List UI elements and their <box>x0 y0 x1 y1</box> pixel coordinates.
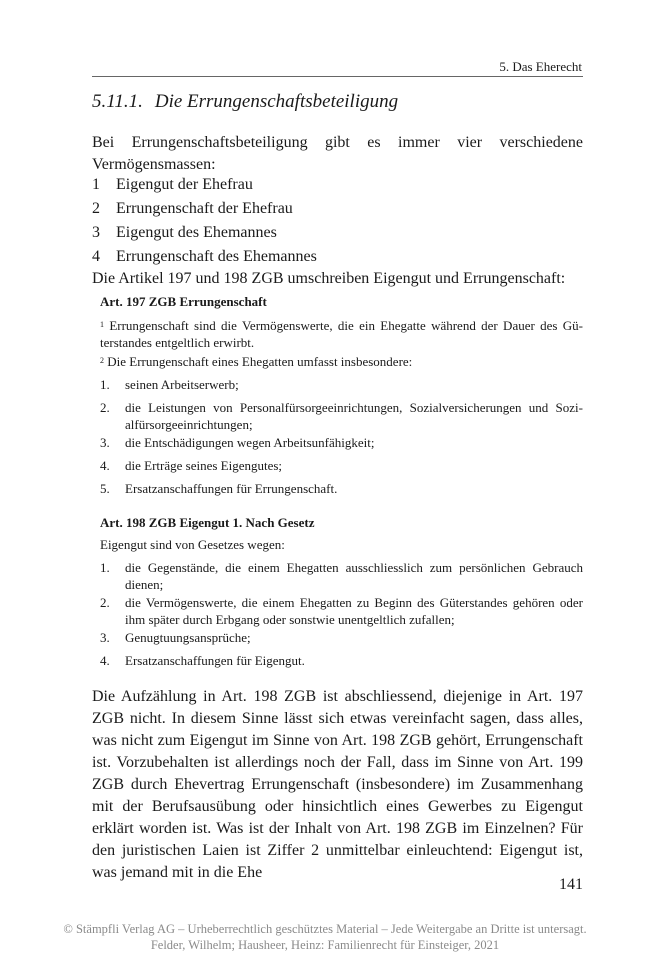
article-197-block: Art. 197 ZGB Errungenschaft $^1$ Errungenschaft sind die Vermögenswerte, die ein Ehegatte während der Dauer des Güterstandes entgeltlich erwirbt. $^2$ Die Errungenschaft eines Ehegatten umfasst insbesondere: 1. seinen Arbeitserwerb; 2. die Leistungen von Personalfürsorgeeinrichtungen, Sozialversicherungen und Sozialfürsorgeeinrichtungen; 3. die Entschädigungen wegen Arbeitsunfähigkeit; 4. die Erträge seines Eigengutes; 5. Ersatzanschaffungen für Errungenschaft. <box>100 294 583 496</box>
copyright-footer <box>0 921 650 953</box>
lead-paragraph: Die Artikel 197 und 198 ZGB umschreiben Eigengut und Errungenschaft: <box>92 270 566 287</box>
footer-line-2: Felder, Wilhelm; Hausheer, Heinz: Familienrecht für Einsteiger, 2021 <box>150 938 500 952</box>
article-198-block: Art. 198 ZGB Eigengut 1. Nach Gesetz Eigengut sind von Gesetzes wegen: 1. die Gegenstände, die einem Ehegatten ausschliesslich zum persönlichen Gebrauch dienen; 2. die Vermögenswerte, die einem Ehegatten zu Beginn des Güterstandes gehören oder ihm später durch Erbgang oder sonstwie unentgeltlich zufallen; 3. Genugtuungsansprüche; 4. Ersatzanschaffungen für Eigengut. <box>100 515 583 668</box>
footer-line-1: © Stämpfli Verlag AG – Urheberrechtlich geschütztes Material – Jede Weitergabe an Dritte ist untersagt. <box>63 922 587 936</box>
article-198-lead: Eigengut sind von Gesetzes wegen: <box>100 537 285 552</box>
article-197-paragraph-1: $^1$ Errungenschaft sind die Vermögenswerte, die ein Ehegatte während der Dauer des Güterstandes entgeltlich erwirbt. <box>100 318 583 350</box>
section-title-text: Die Errungenschaftsbeteiligung <box>154 91 399 112</box>
header-rule <box>92 76 583 77</box>
intro-paragraph: Bei Errungenschaftsbeteiligung gibt es immer vier verschiedene Vermögensmassen: <box>92 134 583 173</box>
closing-paragraph: Die Aufzählung in Art. 198 ZGB ist abschliessend, diejenige in Art. 197 ZGB nicht. In diesem Sinne lässt sich etwas vereinfacht sagen, dass alles, was nicht zum Eigengut im Sinne von Art. 198 ZGB gehört, Errungenschaft ist. Vorzubehalten ist allerdings noch der Fall, dass im Sinne von Art. 199 ZGB durch Ehevertrag Errungenschaft (insbesondere) im Zusammenhang mit der Berufsausübung oder hinsichtlich eines Gewerbes zu Eigengut erklärt worden ist. Was ist der Inhalt von Art. 198 ZGB im Einzelnen? Für den juristischen Laien ist Ziffer 2 unmittelbar einleuchtend: Eigengut ist, was jemand mit in die Ehe <box>92 688 583 881</box>
section-title <box>92 91 398 113</box>
page-number: 141 <box>559 876 583 893</box>
article-197-title: Art. 197 ZGB Errungenschaft <box>100 294 267 309</box>
article-197-paragraph-2: $^2$ Die Errungenschaft eines Ehegatten umfasst insbesondere: <box>100 354 413 369</box>
running-header: 5. Das Eherecht <box>499 59 582 74</box>
section-number: 5.11.1. <box>92 91 143 112</box>
article-198-title: Art. 198 ZGB Eigengut 1. Nach Gesetz <box>100 515 315 530</box>
